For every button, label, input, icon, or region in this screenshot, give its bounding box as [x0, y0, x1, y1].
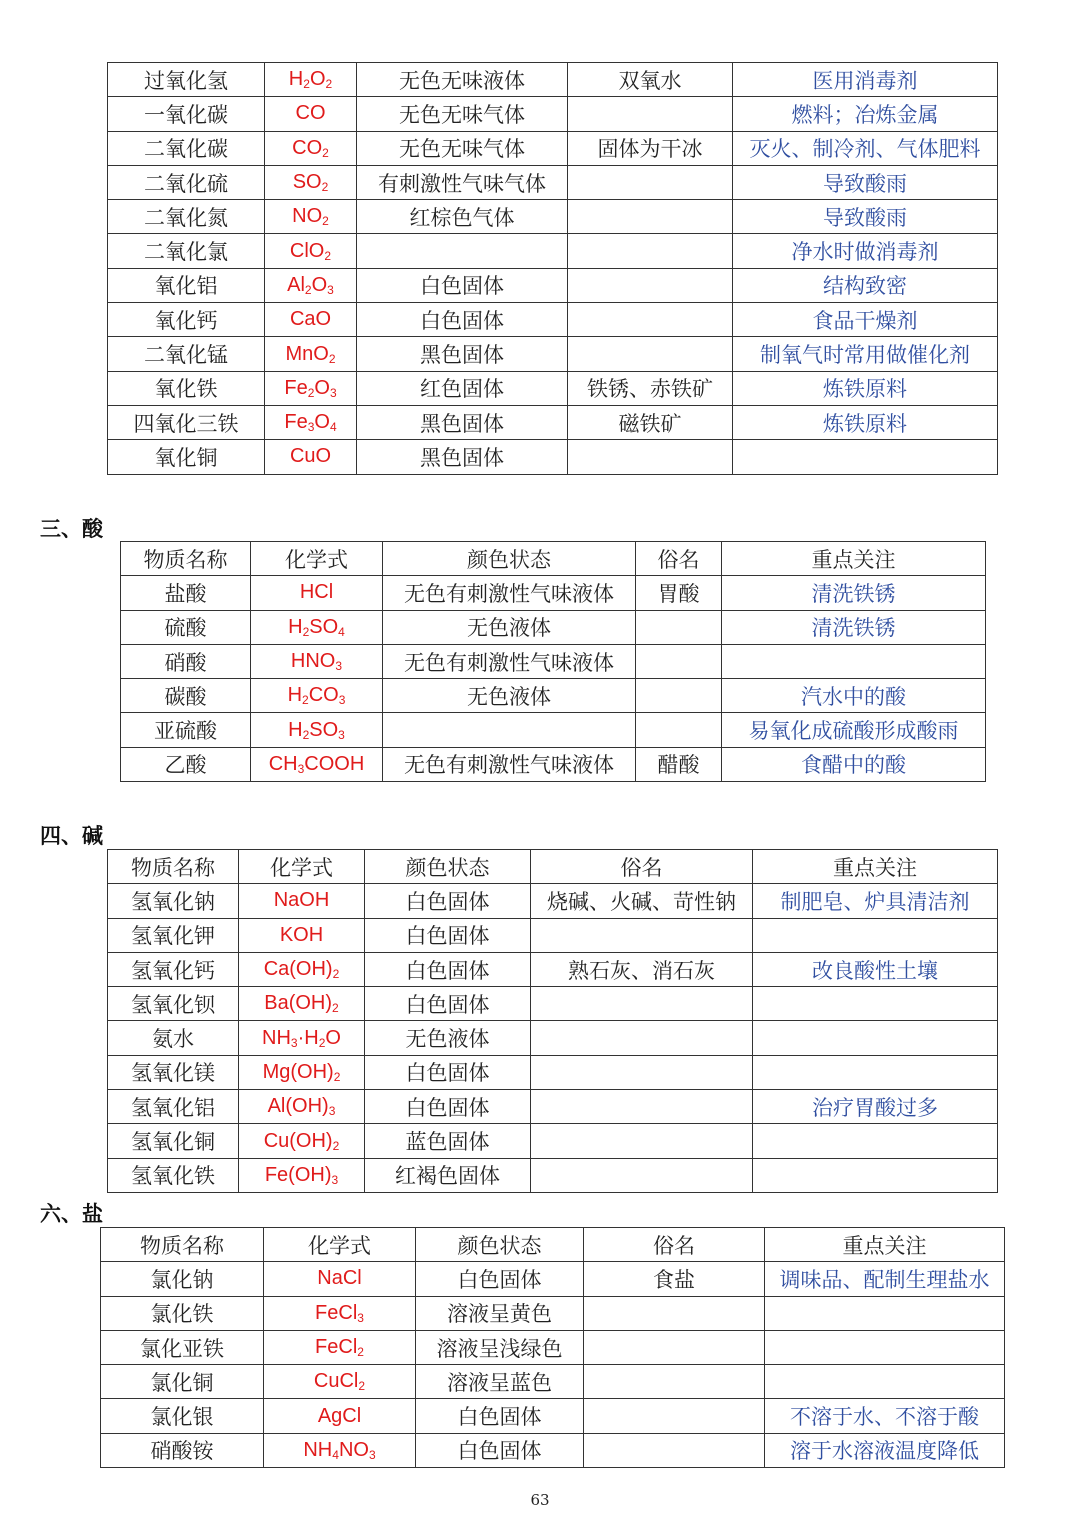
- table-row: [121, 610, 986, 644]
- cell-common: [584, 1296, 765, 1330]
- cell-common: 铁锈、赤铁矿: [568, 371, 733, 405]
- cell-formula: $CO_2$: [265, 131, 357, 165]
- cell-name: 氢氧化铜: [108, 1124, 239, 1158]
- cell-focus: 导致酸雨: [733, 200, 998, 234]
- cell-common: [568, 440, 733, 474]
- cell-color: 无色有刺激性气味液体: [383, 576, 636, 610]
- cell-color: 红色固体: [357, 371, 568, 405]
- cell-common: 食盐: [584, 1262, 765, 1296]
- cell-name: 二氧化硫: [108, 165, 265, 199]
- table-row: [108, 987, 998, 1021]
- cell-color: 无色液体: [383, 679, 636, 713]
- cell-name: 硫酸: [121, 610, 251, 644]
- cell-focus: [733, 440, 998, 474]
- cell-focus: 溶于水溶液温度降低: [765, 1433, 1005, 1467]
- column-header-name: 物质名称: [121, 542, 251, 576]
- cell-focus: 易氧化成硫酸形成酸雨: [722, 713, 986, 747]
- cell-formula: $CH_3COOH$: [251, 747, 383, 781]
- cell-name: 氢氧化钾: [108, 918, 239, 952]
- table-row: [108, 200, 998, 234]
- cell-focus: 调味品、配制生理盐水: [765, 1262, 1005, 1296]
- cell-name: 氧化铝: [108, 268, 265, 302]
- cell-formula: $H_2O_2$: [265, 63, 357, 97]
- salts-table-header: [101, 1228, 1005, 1262]
- cell-formula: KOH: [239, 918, 365, 952]
- cell-common: [531, 1055, 753, 1089]
- cell-formula: FeCl$_2$: [264, 1330, 416, 1364]
- cell-common: [568, 268, 733, 302]
- cell-name: 氢氧化钡: [108, 987, 239, 1021]
- cell-formula: CuO: [265, 440, 357, 474]
- table-row: [108, 952, 998, 986]
- acids-table-body: [121, 576, 986, 782]
- column-header-color: 颜色状态: [365, 850, 531, 884]
- cell-color: 无色液体: [383, 610, 636, 644]
- cell-focus: 医用消毒剂: [733, 63, 998, 97]
- cell-common: [636, 644, 722, 678]
- cell-focus: 炼铁原料: [733, 371, 998, 405]
- table-row: [108, 268, 998, 302]
- cell-common: [531, 987, 753, 1021]
- cell-color: 白色固体: [416, 1433, 584, 1467]
- cell-formula: $H_2SO_4$: [251, 610, 383, 644]
- header-row: [101, 1228, 1005, 1262]
- column-header-name: 物质名称: [108, 850, 239, 884]
- section-heading-bases: 四、碱: [40, 823, 103, 848]
- column-header-name: 物质名称: [101, 1228, 264, 1262]
- cell-formula: CO: [265, 97, 357, 131]
- cell-name: 盐酸: [121, 576, 251, 610]
- cell-color: 无色无味气体: [357, 97, 568, 131]
- table-row: [101, 1399, 1005, 1433]
- cell-focus: 导致酸雨: [733, 165, 998, 199]
- column-header-color: 颜色状态: [416, 1228, 584, 1262]
- bases-table-header: [108, 850, 998, 884]
- cell-focus: 治疗胃酸过多: [753, 1090, 998, 1124]
- cell-focus: 清洗铁锈: [722, 576, 986, 610]
- column-header-formula: 化学式: [264, 1228, 416, 1262]
- cell-name: 氨水: [108, 1021, 239, 1055]
- oxides-table-body: [108, 63, 998, 475]
- cell-focus: [722, 644, 986, 678]
- table-row: [121, 747, 986, 781]
- column-header-formula: 化学式: [239, 850, 365, 884]
- cell-name: 二氧化碳: [108, 131, 265, 165]
- cell-color: 白色固体: [365, 987, 531, 1021]
- cell-common: 烧碱、火碱、苛性钠: [531, 884, 753, 918]
- table-row: [108, 371, 998, 405]
- cell-name: 碳酸: [121, 679, 251, 713]
- cell-common: [568, 303, 733, 337]
- cell-color: 白色固体: [357, 303, 568, 337]
- cell-focus: 食醋中的酸: [722, 747, 986, 781]
- cell-common: 熟石灰、消石灰: [531, 952, 753, 986]
- table-row: [101, 1296, 1005, 1330]
- cell-formula: $Fe_3O_4$: [265, 405, 357, 439]
- cell-formula: MnO$_2$: [265, 337, 357, 371]
- cell-color: 白色固体: [365, 918, 531, 952]
- cell-name: 乙酸: [121, 747, 251, 781]
- column-header-common: 俗名: [584, 1228, 765, 1262]
- cell-name: 亚硫酸: [121, 713, 251, 747]
- cell-name: 二氧化锰: [108, 337, 265, 371]
- cell-name: 氯化银: [101, 1399, 264, 1433]
- cell-color: 无色有刺激性气味液体: [383, 747, 636, 781]
- table-row: [108, 918, 998, 952]
- cell-formula: NaCl: [264, 1262, 416, 1296]
- cell-name: 硝酸: [121, 644, 251, 678]
- cell-color: 白色固体: [365, 952, 531, 986]
- cell-formula: $Al(OH)_3$: [239, 1090, 365, 1124]
- cell-focus: 食品干燥剂: [733, 303, 998, 337]
- table-row: [108, 1021, 998, 1055]
- cell-name: 氢氧化铝: [108, 1090, 239, 1124]
- cell-formula: $Fe_2O_3$: [265, 371, 357, 405]
- table-row: [108, 405, 998, 439]
- cell-common: [568, 165, 733, 199]
- cell-common: [584, 1433, 765, 1467]
- cell-color: 有刺激性气味气体: [357, 165, 568, 199]
- column-header-focus: 重点关注: [722, 542, 986, 576]
- cell-common: [531, 1124, 753, 1158]
- cell-name: 氢氧化钠: [108, 884, 239, 918]
- column-header-common: 俗名: [636, 542, 722, 576]
- cell-name: 二氧化氮: [108, 200, 265, 234]
- cell-color: 溶液呈蓝色: [416, 1365, 584, 1399]
- cell-name: 氢氧化钙: [108, 952, 239, 986]
- cell-name: 氢氧化铁: [108, 1158, 239, 1192]
- cell-formula: HCl: [251, 576, 383, 610]
- cell-name: 氯化亚铁: [101, 1330, 264, 1364]
- cell-color: 白色固体: [365, 1055, 531, 1089]
- table-row: [101, 1262, 1005, 1296]
- table-row: [121, 713, 986, 747]
- bases-table: [107, 849, 998, 1193]
- cell-formula: $Cu(OH)_2$: [239, 1124, 365, 1158]
- cell-formula: $H_2CO_3$: [251, 679, 383, 713]
- table-row: [108, 234, 998, 268]
- cell-formula: $Fe(OH)_3$: [239, 1158, 365, 1192]
- cell-focus: 不溶于水、不溶于酸: [765, 1399, 1005, 1433]
- cell-color: 无色有刺激性气味液体: [383, 644, 636, 678]
- cell-focus: [753, 1158, 998, 1192]
- cell-common: [568, 337, 733, 371]
- section-heading-salts: 六、盐: [40, 1201, 103, 1226]
- cell-formula: $NH_4NO_3$: [264, 1433, 416, 1467]
- cell-common: [584, 1330, 765, 1364]
- cell-name: 二氧化氯: [108, 234, 265, 268]
- cell-focus: 制肥皂、炉具清洁剂: [753, 884, 998, 918]
- cell-color: 溶液呈浅绿色: [416, 1330, 584, 1364]
- cell-name: 氢氧化镁: [108, 1055, 239, 1089]
- cell-focus: [753, 1021, 998, 1055]
- cell-formula: $SO_2$: [265, 165, 357, 199]
- header-row: [121, 542, 986, 576]
- column-header-color: 颜色状态: [383, 542, 636, 576]
- cell-color: 无色无味液体: [357, 63, 568, 97]
- acids-table: [120, 541, 986, 782]
- table-row: [108, 63, 998, 97]
- cell-common: [531, 1090, 753, 1124]
- cell-color: 红棕色气体: [357, 200, 568, 234]
- cell-color: 蓝色固体: [365, 1124, 531, 1158]
- cell-common: [636, 713, 722, 747]
- acids-table-header: [121, 542, 986, 576]
- table-row: [108, 884, 998, 918]
- cell-focus: 炼铁原料: [733, 405, 998, 439]
- cell-formula: $Ca(OH)_2$: [239, 952, 365, 986]
- cell-color: 白色固体: [416, 1399, 584, 1433]
- cell-focus: 改良酸性土壤: [753, 952, 998, 986]
- cell-focus: 净水时做消毒剂: [733, 234, 998, 268]
- cell-focus: [765, 1365, 1005, 1399]
- cell-formula: AgCl: [264, 1399, 416, 1433]
- cell-name: 一氧化碳: [108, 97, 265, 131]
- cell-name: 氧化铜: [108, 440, 265, 474]
- oxides-table: [107, 62, 998, 475]
- table-row: [101, 1330, 1005, 1364]
- table-row: [108, 1124, 998, 1158]
- table-row: [108, 131, 998, 165]
- cell-focus: [753, 1055, 998, 1089]
- table-row: [101, 1433, 1005, 1467]
- cell-common: 醋酸: [636, 747, 722, 781]
- table-row: [121, 679, 986, 713]
- cell-common: [636, 679, 722, 713]
- salts-table-body: [101, 1262, 1005, 1468]
- cell-common: [531, 1158, 753, 1192]
- section-heading-acids: 三、酸: [40, 516, 103, 541]
- table-row: [108, 1055, 998, 1089]
- cell-color: 白色固体: [416, 1262, 584, 1296]
- table-row: [108, 1090, 998, 1124]
- cell-color: 溶液呈黄色: [416, 1296, 584, 1330]
- cell-formula: $Ba(OH)_2$: [239, 987, 365, 1021]
- cell-color: [357, 234, 568, 268]
- table-row: [108, 1158, 998, 1192]
- cell-color: 无色无味气体: [357, 131, 568, 165]
- header-row: [108, 850, 998, 884]
- cell-formula: ClO$_2$: [265, 234, 357, 268]
- cell-common: [568, 234, 733, 268]
- column-header-common: 俗名: [531, 850, 753, 884]
- cell-formula: $NO_2$: [265, 200, 357, 234]
- cell-common: [568, 200, 733, 234]
- cell-common: 胃酸: [636, 576, 722, 610]
- cell-color: 白色固体: [357, 268, 568, 302]
- cell-color: 红褐色固体: [365, 1158, 531, 1192]
- cell-common: [531, 918, 753, 952]
- column-header-focus: 重点关注: [753, 850, 998, 884]
- cell-color: 白色固体: [365, 884, 531, 918]
- cell-color: 黑色固体: [357, 440, 568, 474]
- cell-formula: CaO: [265, 303, 357, 337]
- cell-common: [636, 610, 722, 644]
- cell-formula: FeCl$_3$: [264, 1296, 416, 1330]
- table-row: [108, 303, 998, 337]
- cell-formula: $Al_2O_3$: [265, 268, 357, 302]
- cell-name: 过氧化氢: [108, 63, 265, 97]
- table-row: [101, 1365, 1005, 1399]
- cell-name: 氧化铁: [108, 371, 265, 405]
- cell-formula: $HNO_3$: [251, 644, 383, 678]
- cell-common: [584, 1365, 765, 1399]
- cell-focus: [753, 918, 998, 952]
- cell-focus: 灭火、制冷剂、气体肥料: [733, 131, 998, 165]
- table-row: [108, 97, 998, 131]
- cell-name: 四氧化三铁: [108, 405, 265, 439]
- table-row: [108, 165, 998, 199]
- cell-formula: $Mg(OH)_2$: [239, 1055, 365, 1089]
- table-row: [121, 576, 986, 610]
- cell-color: 黑色固体: [357, 405, 568, 439]
- page-number: 63: [530, 1491, 550, 1509]
- cell-focus: [753, 1124, 998, 1158]
- cell-common: [568, 97, 733, 131]
- table-row: [108, 440, 998, 474]
- cell-focus: 燃料；冶炼金属: [733, 97, 998, 131]
- cell-color: 白色固体: [365, 1090, 531, 1124]
- cell-name: 氯化铁: [101, 1296, 264, 1330]
- cell-common: 固体为干冰: [568, 131, 733, 165]
- cell-focus: [765, 1296, 1005, 1330]
- cell-common: 磁铁矿: [568, 405, 733, 439]
- cell-name: 氯化铜: [101, 1365, 264, 1399]
- cell-focus: [765, 1330, 1005, 1364]
- cell-color: 黑色固体: [357, 337, 568, 371]
- cell-focus: [753, 987, 998, 1021]
- cell-common: 双氧水: [568, 63, 733, 97]
- cell-formula: CuCl$_2$: [264, 1365, 416, 1399]
- bases-table-body: [108, 884, 998, 1193]
- salts-table: [100, 1227, 1005, 1468]
- cell-name: 氧化钙: [108, 303, 265, 337]
- column-header-focus: 重点关注: [765, 1228, 1005, 1262]
- cell-name: 硝酸铵: [101, 1433, 264, 1467]
- cell-color: [383, 713, 636, 747]
- cell-formula: $NH_3\cdot H_2O$: [239, 1021, 365, 1055]
- cell-focus: 清洗铁锈: [722, 610, 986, 644]
- cell-common: [584, 1399, 765, 1433]
- cell-formula: NaOH: [239, 884, 365, 918]
- table-row: [121, 644, 986, 678]
- cell-formula: $H_2SO_3$: [251, 713, 383, 747]
- cell-color: 无色液体: [365, 1021, 531, 1055]
- cell-name: 氯化钠: [101, 1262, 264, 1296]
- cell-focus: 结构致密: [733, 268, 998, 302]
- cell-focus: 制氧气时常用做催化剂: [733, 337, 998, 371]
- cell-focus: 汽水中的酸: [722, 679, 986, 713]
- cell-common: [531, 1021, 753, 1055]
- column-header-formula: 化学式: [251, 542, 383, 576]
- table-row: [108, 337, 998, 371]
